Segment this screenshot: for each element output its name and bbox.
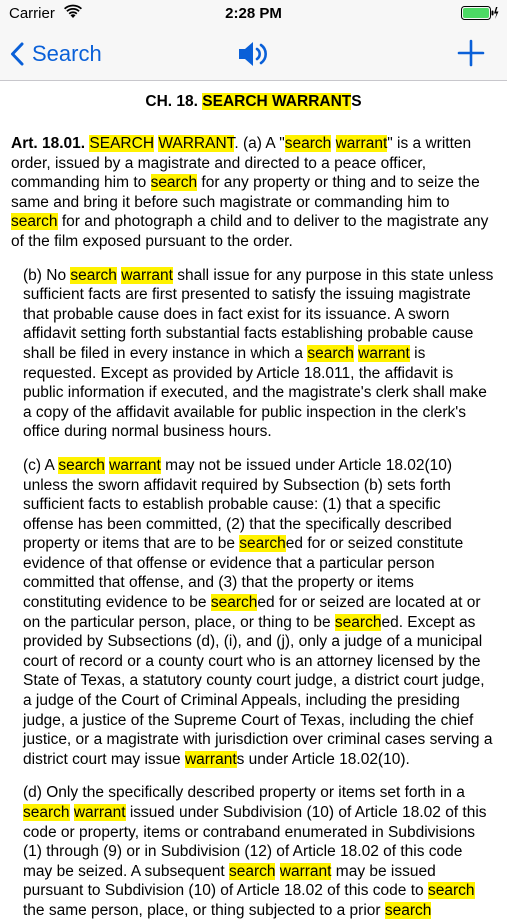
search-highlight: search [284,135,332,152]
search-highlight: WARRANT [272,93,352,110]
chevron-left-icon [10,42,24,66]
article-number: Art. 18.01. [11,135,86,152]
carrier-label: Carrier [9,5,55,22]
search-highlight: warrant [279,862,332,880]
statute-content [0,81,507,919]
search-highlight: search [58,456,105,474]
search-highlight: warrant [335,135,388,152]
battery-icon [461,6,499,20]
search-highlight: search [228,862,276,880]
search-highlight: search [11,213,58,231]
search-highlight: warrant [358,344,410,362]
search-highlight: search [239,535,286,553]
search-highlight: SEARCH [202,93,268,110]
search-highlight: search [210,594,258,612]
chapter-title: CH. 18. SEARCH WARRANTS [145,93,362,110]
clock: 2:28 PM [225,5,282,22]
search-highlight: search [23,804,70,821]
back-button[interactable] [10,37,102,71]
search-highlight: WARRANT [158,135,235,152]
search-highlight: SEARCH [89,135,155,152]
search-highlight: warrant [109,456,161,474]
search-highlight: search [70,266,117,284]
subsection-d: (d) Only the specifically described property or items set forth in a search warrant issued under Subdivision (10) of Article 18.02 of this code or property, items or contraband enumerated in Subdivisions (1) through (9) or in Subdivision (12) of Article 18.02 of this code may be seized. A subsequent search warrant may be issued pursuant to Subdivision (10) of Article 18.02 of this code to search the same person, place, or thing subjected to a prior search [23,784,487,919]
search-highlight: warrant [184,750,237,768]
plus-icon[interactable] [457,39,485,67]
search-highlight: search [384,901,432,919]
back-button-label: Search [32,41,102,66]
search-highlight: warrant [73,804,126,821]
search-highlight: search [307,344,354,362]
search-highlight: search [334,613,382,631]
article-18-01: Art. 18.01. SEARCH WARRANT. (a) A "search warrant" is a written order, issued by a magistrate and directed to a peace officer, commanding him to search for any property or thing and to seize the same and bring it before such magistrate or commanding him to search for and photograph a child and to deliver to the magistrate any of the film exposed pursuant to the order. [11,135,489,250]
navigation-bar [0,28,507,81]
search-highlight: search [150,174,198,192]
speaker-icon[interactable] [236,38,272,70]
search-highlight: search [427,882,475,900]
search-highlight: warrant [121,266,173,284]
subsection-c: (c) A search warrant may not be issued under Article 18.02(10) unless the sworn affidavit required by Subsection (b) sets forth sufficient facts to establish probable cause: (1) that a specific offense has been committed, (2) that the specifically described property or items that are to be searched for or seized constitute evidence of that offense or evidence that a particular person committed that offense, and (3) that the property or items constituting evidence to be searched for or seized are located at or on the particular person, place, or thing to be searched. Except as provided by Subsections (d), (i), and (j), only a judge of a municipal court of record or a county court who is an attorney licensed by the State of Texas, a statutory county court judge, a district court judge, a judge of the Court of Criminal Appeals, including the presiding judge, a justice of the Supreme Court of Texas, including the chief justice, or a magistrate with jurisdiction over criminal cases serving a district court may issue warrants under Article 18.02(10). [23,456,493,768]
status-bar [0,0,507,28]
subsection-b: (b) No search warrant shall issue for any purpose in this state unless sufficient facts are first presented to satisfy the issuing magistrate that probable cause does in fact exist for its issuance. A sworn affidavit setting forth substantial facts establishing probable cause shall be filed in every instance in which a search warrant is requested. Except as provided by Article 18.011, the affidavit is public information if executed, and the magistrate's clerk shall make a copy of the affidavit available for public inspection in the clerk's office during normal business hours. [23,266,494,441]
